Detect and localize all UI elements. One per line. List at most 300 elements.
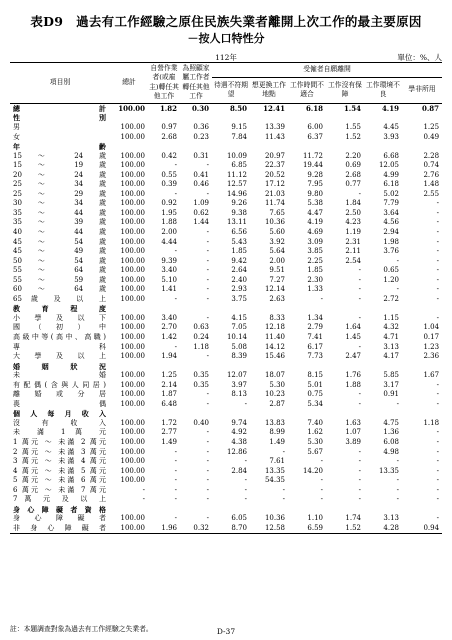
table-cell: 8.70 xyxy=(212,524,250,534)
table-cell: - xyxy=(206,495,209,504)
table-cell: 2.94 xyxy=(383,228,399,236)
table-cell: 4.28 xyxy=(364,524,402,534)
table-cell: 5.30 xyxy=(307,438,323,447)
table-cell: - xyxy=(206,514,209,523)
table-cell: 12.07 xyxy=(226,371,247,380)
table-cell: 100.00 xyxy=(120,237,145,246)
table-row xyxy=(10,190,442,200)
table-cell: 2.70 xyxy=(161,323,177,332)
table-cell: 6.18 xyxy=(383,180,399,189)
table-cell: 1.25 xyxy=(161,371,177,380)
row-label: 喪 偶 xyxy=(13,399,106,408)
table-cell: 11.43 xyxy=(264,132,285,141)
table-cell: 2.54 xyxy=(345,256,361,265)
table-cell xyxy=(402,304,442,314)
table-cell: 1.45 xyxy=(345,333,361,342)
table-cell xyxy=(110,409,148,419)
table-cell: 3.85 xyxy=(307,247,323,256)
table-cell: - xyxy=(206,275,209,284)
row-label: 40 ～ 44 歲 xyxy=(13,228,106,236)
row-label: 個 人 每 月 收 入 xyxy=(13,409,106,419)
table-cell: 7.61 xyxy=(269,457,285,466)
table-cell: 2.28 xyxy=(423,151,440,160)
table-cell: 100.00 xyxy=(120,333,145,342)
table-cell: 6.37 xyxy=(307,132,323,141)
table-cell xyxy=(110,505,148,515)
table-row xyxy=(10,209,442,219)
table-row xyxy=(10,390,442,400)
table-cell xyxy=(288,304,326,314)
table-cell: 100.00 xyxy=(120,247,145,256)
table-cell: 12.57 xyxy=(226,180,247,189)
table-cell: 1.84 xyxy=(345,199,361,208)
table-cell: 100.00 xyxy=(120,438,145,447)
table-cell: 1.10 xyxy=(307,514,323,523)
table-cell: 10.09 xyxy=(226,151,247,160)
table-row xyxy=(10,237,442,247)
table-cell: - xyxy=(174,466,177,475)
table-row xyxy=(10,247,442,257)
row-label: 7 萬 元 及 以 上 xyxy=(13,495,106,504)
row-label: 未 滿 1 萬 元 xyxy=(13,428,106,437)
table-cell: 1.44 xyxy=(193,218,209,227)
row-label: 有配偶(含與人同居) xyxy=(13,380,106,389)
section-row xyxy=(10,142,442,152)
row-label: 離 婚 或 分 居 xyxy=(13,390,106,399)
table-cell xyxy=(212,361,250,371)
section-row xyxy=(10,304,442,314)
table-cell: - xyxy=(358,342,361,351)
table-cell: - xyxy=(174,485,177,494)
table-cell: 9.26 xyxy=(231,199,247,208)
table-cell: 2.30 xyxy=(307,275,323,284)
table-cell xyxy=(148,409,180,419)
table-row xyxy=(10,199,442,209)
table-cell: 7.84 xyxy=(231,132,247,141)
table-cell: 1.62 xyxy=(307,428,323,437)
row-label: 60 ～ 64 歲 xyxy=(13,285,106,294)
table-cell: 2.63 xyxy=(269,294,285,303)
header-voluntary-leave-group: 受僱者自願離開 xyxy=(212,63,442,78)
table-cell: 100.00 xyxy=(120,228,145,236)
table-row xyxy=(10,524,442,534)
table-cell: 9.74 xyxy=(231,418,247,427)
table-cell: 4.98 xyxy=(383,447,399,456)
table-cell: 2.68 xyxy=(161,132,177,141)
table-cell xyxy=(110,142,148,152)
table-cell: - xyxy=(206,237,209,246)
table-cell: 2.76 xyxy=(423,170,440,179)
table-cell xyxy=(212,304,250,314)
table-cell: - xyxy=(174,457,177,466)
table-cell: - xyxy=(174,447,177,456)
table-row xyxy=(10,275,442,285)
table-cell: 0.17 xyxy=(423,333,440,342)
table-cell: 1.88 xyxy=(345,380,361,389)
table-row xyxy=(10,380,442,390)
table-cell: 0.24 xyxy=(193,333,209,342)
table-cell: - xyxy=(282,447,285,456)
table-cell xyxy=(148,113,180,123)
table-cell: 0.42 xyxy=(161,151,177,160)
table-cell: 100.00 xyxy=(120,151,145,160)
table-cell: 100.00 xyxy=(120,199,145,208)
table-cell: - xyxy=(436,476,440,485)
table-cell: - xyxy=(396,495,399,504)
row-label: 35 ～ 39 歲 xyxy=(13,218,106,227)
table-cell: 1.15 xyxy=(383,313,399,322)
table-cell: 9.28 xyxy=(307,170,323,179)
table-cell: 1.98 xyxy=(383,237,399,246)
header-change-location: 想更換工作地點 xyxy=(250,77,288,103)
table-cell: 0.69 xyxy=(345,161,361,170)
table-cell: 4.92 xyxy=(231,428,247,437)
table-cell: 2.55 xyxy=(423,189,440,198)
table-cell: - xyxy=(206,466,209,475)
table-cell xyxy=(364,409,402,419)
table-cell: 7.79 xyxy=(383,199,399,208)
table-cell: - xyxy=(174,294,177,303)
table-cell: - xyxy=(358,313,361,322)
table-cell: 5.30 xyxy=(269,380,285,389)
header-total: 總計 xyxy=(110,63,148,104)
table-cell: - xyxy=(320,485,323,494)
table-cell: 2.84 xyxy=(231,466,247,475)
table-cell: 100.00 xyxy=(110,524,148,534)
table-row xyxy=(10,151,442,161)
table-cell xyxy=(250,361,288,371)
table-cell: 1.18 xyxy=(423,418,440,427)
table-cell: 0.35 xyxy=(193,380,209,389)
row-label: 國 （ 初 ） 中 xyxy=(13,323,106,332)
table-cell: - xyxy=(436,495,440,504)
table-cell: - xyxy=(436,208,440,217)
table-cell: 7.73 xyxy=(307,352,323,361)
table-cell: 1.49 xyxy=(269,438,285,447)
table-cell: 9.42 xyxy=(231,256,247,265)
table-cell: 3.13 xyxy=(383,514,399,523)
table-cell: - xyxy=(174,476,177,485)
table-cell: 8.15 xyxy=(307,371,323,380)
table-cell: 2.79 xyxy=(307,323,323,332)
table-cell: 1.85 xyxy=(307,266,323,275)
table-cell: 2.72 xyxy=(383,294,399,303)
table-cell: 2.64 xyxy=(231,266,247,275)
table-cell: 4.15 xyxy=(231,313,247,322)
table-cell: 13.39 xyxy=(264,122,285,131)
table-row xyxy=(10,466,442,476)
table-cell: - xyxy=(436,256,440,265)
row-label: 大 學 及 以 上 xyxy=(13,352,106,361)
table-cell: - xyxy=(206,447,209,456)
table-cell: 0.23 xyxy=(193,132,209,141)
section-row xyxy=(10,409,442,419)
table-cell: - xyxy=(206,161,209,170)
table-cell: 1.82 xyxy=(159,103,177,113)
table-cell: 100.00 xyxy=(120,208,145,217)
table-cell: - xyxy=(206,313,209,322)
table-row xyxy=(10,419,442,429)
table-cell: 3.17 xyxy=(383,380,399,389)
table-cell xyxy=(288,142,326,152)
table-cell: - xyxy=(358,447,361,456)
table-cell: 22.37 xyxy=(264,161,285,170)
row-label: 1 萬元 ～ 未滿 2 萬元 xyxy=(13,438,106,447)
table-cell: 1.67 xyxy=(423,371,440,380)
page-number: D-37 xyxy=(216,627,236,636)
row-label: 未 婚 xyxy=(13,371,106,380)
table-cell: 100.00 xyxy=(120,342,145,351)
table-cell: - xyxy=(244,457,247,466)
table-row xyxy=(10,495,442,505)
table-cell xyxy=(180,361,212,371)
table-cell: - xyxy=(436,466,440,475)
table-cell: 0.65 xyxy=(383,266,399,275)
table-row xyxy=(10,132,442,142)
table-cell: 8.33 xyxy=(269,313,285,322)
table-row xyxy=(10,180,442,190)
table-cell: 8.50 xyxy=(229,103,247,113)
row-label: 年 齡 xyxy=(13,142,106,152)
table-cell xyxy=(148,142,180,152)
footnote: 註：本題調查對象為過去有工作經驗之失業者。 xyxy=(10,625,153,633)
table-row xyxy=(10,314,442,324)
table-cell: 100.00 xyxy=(120,256,145,265)
table-cell: 9.51 xyxy=(269,266,285,275)
table-cell: - xyxy=(320,476,323,485)
table-cell: 0.36 xyxy=(193,122,209,131)
table-cell: 2.25 xyxy=(307,256,323,265)
row-label: 4 萬元 ～ 未滿 5 萬元 xyxy=(13,466,106,475)
table-cell: 13.35 xyxy=(378,466,399,475)
table-cell: 1.64 xyxy=(345,323,361,332)
table-cell: 2.68 xyxy=(345,170,361,179)
table-cell: - xyxy=(436,228,440,236)
table-cell: 8.13 xyxy=(231,390,247,399)
header-pay-mismatch: 待遇不符期望 xyxy=(212,77,250,103)
table-cell: 100.00 xyxy=(118,103,145,113)
table-cell: 7.40 xyxy=(307,418,323,427)
table-cell: 100.00 xyxy=(120,466,145,475)
table-row xyxy=(10,218,442,228)
table-cell: - xyxy=(206,457,209,466)
table-cell: 1.54 xyxy=(343,103,361,113)
table-body xyxy=(10,103,442,534)
table-cell xyxy=(364,113,402,123)
table-cell: 6.48 xyxy=(161,399,177,408)
table-cell: 8.39 xyxy=(231,352,247,361)
table-cell xyxy=(364,505,402,515)
table-cell: - xyxy=(396,457,399,466)
table-cell: 12.86 xyxy=(226,447,247,456)
table-cell xyxy=(110,304,148,314)
table-cell: 12.58 xyxy=(250,524,288,534)
table-cell: 0.55 xyxy=(161,170,177,179)
table-cell: 100.00 xyxy=(120,371,145,380)
header-hours-unsuitable: 工作時間不適合 xyxy=(288,77,326,103)
table-cell xyxy=(212,142,250,152)
table-cell: 6.56 xyxy=(231,228,247,236)
table-cell xyxy=(288,361,326,371)
table-cell: - xyxy=(396,285,399,294)
table-cell: 7.65 xyxy=(269,208,285,217)
table-cell: 100.00 xyxy=(120,122,145,131)
table-cell: 100.00 xyxy=(120,323,145,332)
table-cell: - xyxy=(320,495,323,504)
row-label: 婚 姻 狀 況 xyxy=(13,361,106,371)
table-cell: - xyxy=(206,485,209,494)
table-cell: 4.23 xyxy=(345,218,361,227)
table-cell: - xyxy=(436,399,440,408)
table-cell: 4.47 xyxy=(307,208,323,217)
table-row xyxy=(10,285,442,295)
table-cell: 2.00 xyxy=(269,256,285,265)
table-cell xyxy=(180,113,212,123)
table-cell: 100.00 xyxy=(120,132,145,141)
table-cell: 4.71 xyxy=(383,333,399,342)
table-cell: 1.95 xyxy=(161,208,177,217)
table-cell: 54.35 xyxy=(264,476,285,485)
table-cell: 100.00 xyxy=(120,390,145,399)
table-cell: 1.42 xyxy=(161,333,177,342)
table-cell: - xyxy=(142,495,145,504)
table-cell: - xyxy=(358,399,361,408)
table-cell: 1.19 xyxy=(345,228,361,236)
section-row xyxy=(10,113,442,123)
table-cell: 100.00 xyxy=(120,180,145,189)
table-cell: 6.68 xyxy=(383,151,399,160)
table-cell xyxy=(250,505,288,515)
table-cell: - xyxy=(174,189,177,198)
table-cell: 100.00 xyxy=(120,275,145,284)
table-cell: - xyxy=(358,390,361,399)
table-cell: 13.35 xyxy=(264,466,285,475)
table-cell: 13.11 xyxy=(226,218,247,227)
table-cell xyxy=(364,304,402,314)
table-cell: 5.10 xyxy=(161,275,177,284)
table-cell: 1.34 xyxy=(307,313,323,322)
table-row xyxy=(10,428,442,438)
table-cell: 1.20 xyxy=(383,275,399,284)
table-cell: 5.60 xyxy=(269,228,285,236)
table-cell: - xyxy=(436,285,440,294)
table-cell xyxy=(326,304,364,314)
row-label: 30 ～ 34 歲 xyxy=(13,199,106,208)
table-cell: 1.63 xyxy=(345,418,361,427)
page-subtitle: －按人口特性分 xyxy=(187,32,265,45)
table-cell: - xyxy=(436,457,440,466)
table-cell: 0.92 xyxy=(161,199,177,208)
section-row xyxy=(10,505,442,515)
table-cell: 6.08 xyxy=(383,438,399,447)
table-cell: 1.94 xyxy=(161,352,177,361)
table-cell: - xyxy=(358,457,361,466)
table-cell: 3.13 xyxy=(383,342,399,351)
table-cell: 2.47 xyxy=(345,352,361,361)
table-row xyxy=(10,457,442,467)
table-row xyxy=(10,514,442,524)
table-cell: - xyxy=(206,266,209,275)
table-cell: 10.36 xyxy=(264,218,285,227)
table-row xyxy=(10,352,442,362)
table-cell: - xyxy=(174,495,177,504)
table-cell: 100.00 xyxy=(120,447,145,456)
table-cell: - xyxy=(206,390,209,399)
table-cell: 12.05 xyxy=(378,161,399,170)
table-cell: 12.14 xyxy=(264,285,285,294)
table-cell: 2.31 xyxy=(345,237,361,246)
table-cell: 100.00 xyxy=(120,399,145,408)
table-cell: - xyxy=(436,447,440,456)
table-cell: - xyxy=(358,495,361,504)
header-category: 項目別 xyxy=(10,63,110,104)
table-cell: - xyxy=(358,476,361,485)
table-cell: - xyxy=(358,294,361,303)
table-cell: 6.85 xyxy=(231,161,247,170)
table-cell: 11.12 xyxy=(226,170,247,179)
row-label: 女 xyxy=(13,132,20,141)
table-cell: 5.64 xyxy=(269,247,285,256)
table-cell: 4.38 xyxy=(231,438,247,447)
table-cell: 3.40 xyxy=(161,266,177,275)
table-cell: 1.88 xyxy=(161,218,177,227)
table-cell: 1.85 xyxy=(231,247,247,256)
header-self-employed: 自營作業者(或雇主)轉任其他工作 xyxy=(148,63,180,104)
table-cell: 1.18 xyxy=(193,342,209,351)
table-cell: 2.36 xyxy=(423,352,440,361)
table-cell xyxy=(402,409,442,419)
table-cell: 18.07 xyxy=(264,371,285,380)
table-cell: 100.00 xyxy=(120,428,145,437)
row-label: 55 ～ 64 歲 xyxy=(13,266,106,275)
table-cell: 100.00 xyxy=(120,352,145,361)
row-label: 65 歲 及 以 上 xyxy=(13,294,106,303)
table-cell: 11.72 xyxy=(302,151,323,160)
table-cell: 10.23 xyxy=(264,390,285,399)
table-cell: 12.18 xyxy=(264,323,285,332)
table-cell: 1.36 xyxy=(383,428,399,437)
table-cell: 100.00 xyxy=(120,418,145,427)
table-cell: 9.39 xyxy=(161,256,177,265)
table-cell: 100.00 xyxy=(120,380,145,389)
table-cell: - xyxy=(436,380,440,389)
table-cell: 1.87 xyxy=(161,390,177,399)
section-row xyxy=(10,103,442,113)
table-cell xyxy=(148,304,180,314)
table-cell: 1.74 xyxy=(345,514,361,523)
table-cell: - xyxy=(396,399,399,408)
table-cell: 20.97 xyxy=(264,151,285,160)
table-cell: 5.08 xyxy=(231,342,247,351)
table-cell: 6.17 xyxy=(307,342,323,351)
row-label: 5 萬元 ～ 未滿 6 萬元 xyxy=(13,476,106,485)
table-cell: 15.46 xyxy=(264,352,285,361)
table-cell xyxy=(288,505,326,515)
unit-label: 單位：%、人 xyxy=(397,53,442,62)
table-cell: 6.05 xyxy=(231,514,247,523)
table-cell xyxy=(212,113,250,123)
table-cell: 2.20 xyxy=(345,151,361,160)
table-cell: - xyxy=(436,247,440,256)
table-row xyxy=(10,447,442,457)
table-cell xyxy=(250,142,288,152)
row-label: 6 萬元 ～ 未滿 7 萬元 xyxy=(13,485,106,494)
table-cell: 14.12 xyxy=(264,342,285,351)
table-cell: 5.85 xyxy=(383,371,399,380)
table-cell: 1.55 xyxy=(345,122,361,131)
table-cell: 0.32 xyxy=(180,524,212,534)
table-cell: - xyxy=(142,485,145,494)
